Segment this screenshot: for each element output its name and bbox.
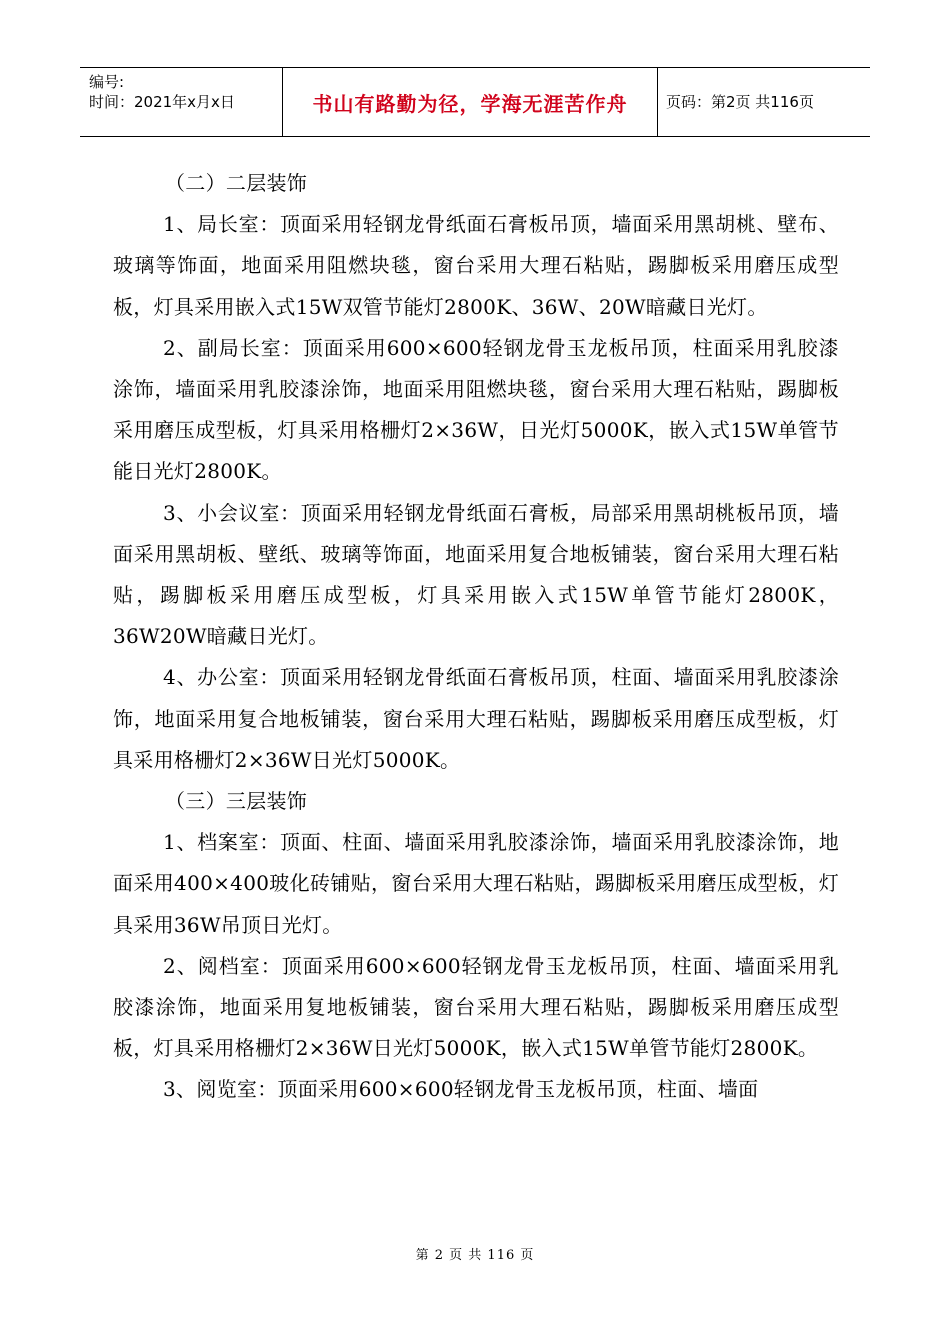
body-paragraph: 2、副局长室：顶面采用600×600轻钢龙骨玉龙板吊顶，柱面采用乳胶漆涂饰，墙面采用乳胶漆涂饰，地面采用阻燃块毯，窗台采用大理石粘贴，踢脚板采用磨压成型板，灯具采用格栅灯2×36W，日光灯5000K，嵌入式15W单管节能日光灯2800K。 (113, 335, 839, 484)
header-meta-cell (80, 68, 283, 136)
body-paragraph: 1、局长室：顶面采用轻钢龙骨纸面石膏板吊顶，墙面采用黑胡桃、壁布、玻璃等饰面，地面采用阻燃块毯，窗台采用大理石粘贴，踢脚板采用磨压成型板，灯具采用嵌入式15W双管节能灯2800K、36W、20W暗藏日光灯。 (113, 212, 839, 319)
document-body (113, 163, 839, 1111)
body-paragraph: 2、阅档室：顶面采用600×600轻钢龙骨玉龙板吊顶，柱面、墙面采用乳胶漆涂饰，地面采用复地板铺装，窗台采用大理石粘贴，踢脚板采用磨压成型板，灯具采用格栅灯2×36W日光灯5000K，嵌入式15W单管节能灯2800K。 (113, 953, 839, 1061)
page-footer: 第 2 页 共 116 页 (415, 1248, 535, 1263)
body-paragraph: 1、档案室：顶面、柱面、墙面采用乳胶漆涂饰，墙面采用乳胶漆涂饰，地面采用400×400玻化砖铺贴，窗台采用大理石粘贴，踢脚板采用磨压成型板，灯具采用36W吊顶日光灯。 (113, 830, 839, 937)
header-motto-cell (283, 68, 658, 136)
serial-number-label: 编号: (89, 73, 125, 91)
body-paragraph: 3、小会议室：顶面采用轻钢龙骨纸面石膏板，局部采用黑胡桃板吊顶，墙面采用黑胡板、壁纸、玻璃等饰面，地面采用复合地板铺装，窗台采用大理石粘贴，踢脚板采用磨压成型板，灯具采用嵌入式15W单管节能灯2800K，36W20W暗藏日光灯。 (113, 500, 839, 649)
date-label: 时间：2021年x月x日 (89, 93, 235, 111)
page-number-label: 页码：第2页 共116页 (666, 93, 814, 111)
body-paragraph: 3、阅览室：顶面采用600×600轻钢龙骨玉龙板吊顶，柱面、墙面 (163, 1077, 759, 1102)
header-page-cell (658, 68, 870, 136)
body-paragraph: 4、办公室：顶面采用轻钢龙骨纸面石膏板吊顶，柱面、墙面采用乳胶漆涂饰，地面采用复合地板铺装，窗台采用大理石粘贴，踢脚板采用磨压成型板，灯具采用格栅灯2×36W日光灯5000K。 (113, 665, 839, 772)
section-heading: （三）三层装饰 (165, 789, 308, 814)
motto-text: 书山有路勤为径，学海无涯苦作舟 (312, 91, 628, 116)
header-table (80, 67, 870, 137)
section-heading: （二）二层装饰 (165, 171, 308, 195)
